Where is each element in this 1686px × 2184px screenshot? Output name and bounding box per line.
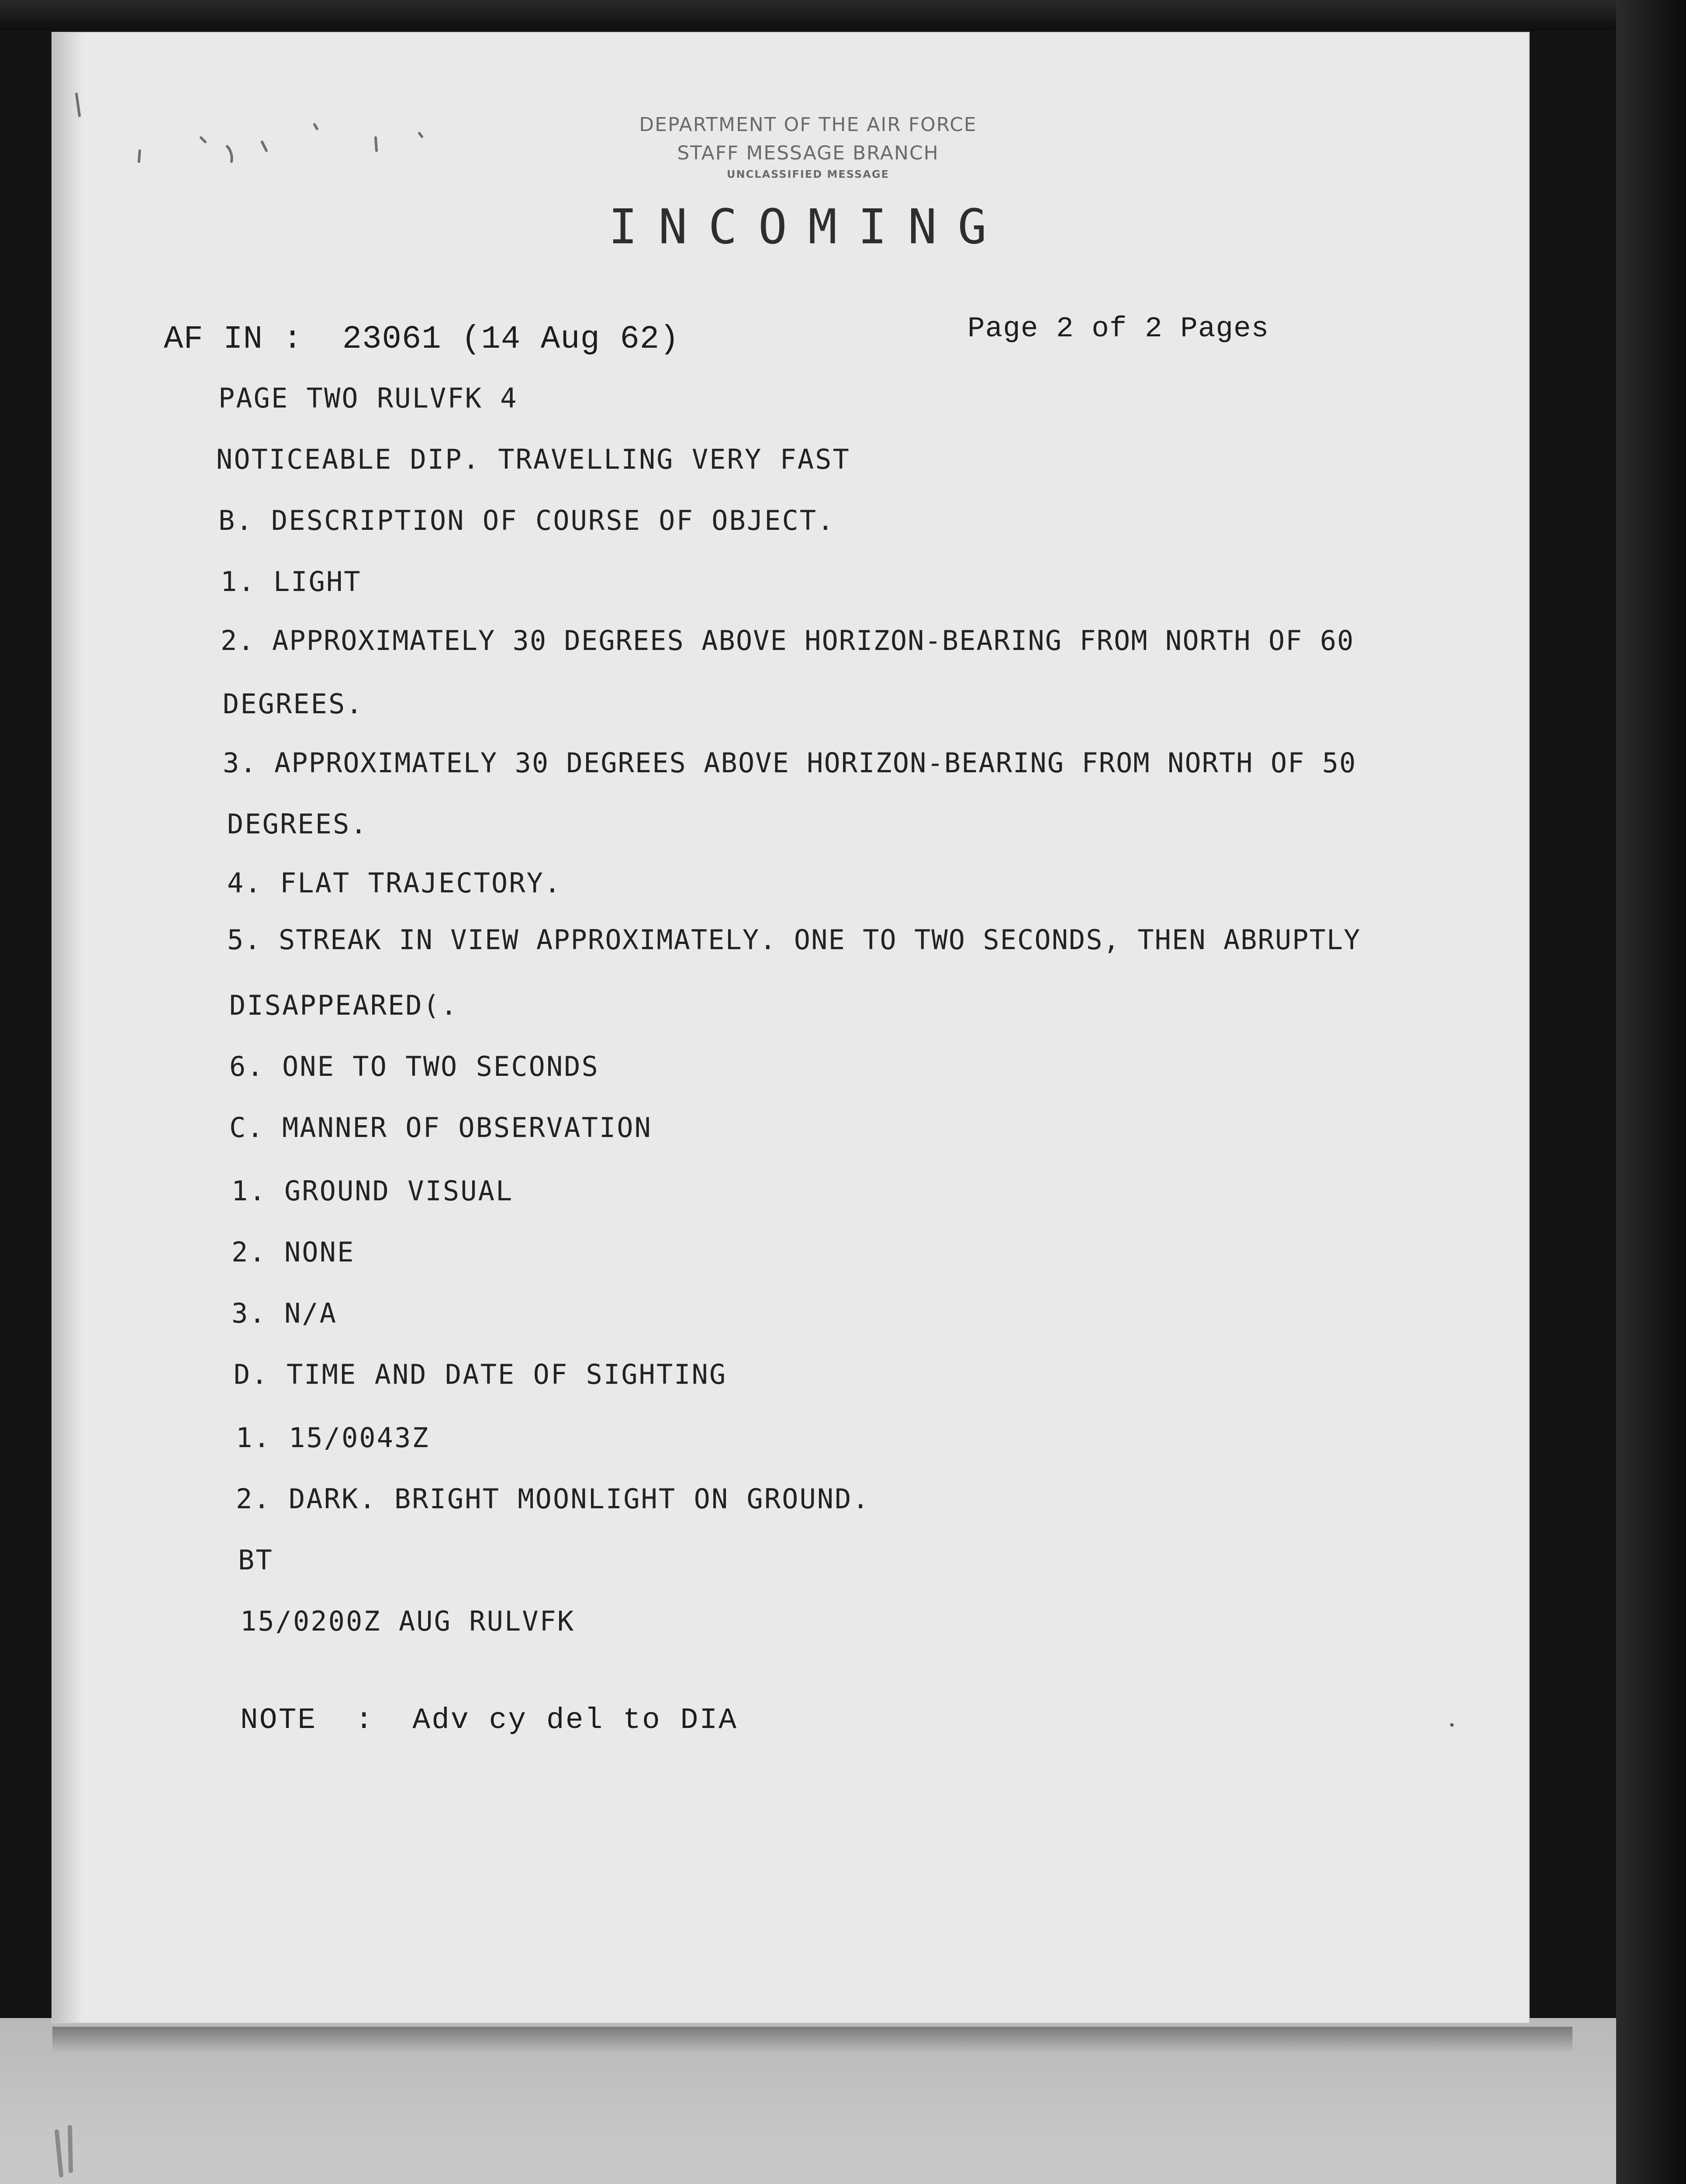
film-speck bbox=[1450, 1723, 1454, 1727]
routing-note: NOTE : Adv cy del to DIA bbox=[240, 1704, 738, 1737]
message-line: C. MANNER OF OBSERVATION bbox=[229, 1112, 652, 1144]
message-line: 5. STREAK IN VIEW APPROXIMATELY. ONE TO TWO SECONDS, THEN ABRUPTLY bbox=[227, 924, 1361, 956]
photo-frame-right-edge bbox=[1616, 0, 1686, 2184]
message-line: 1. GROUND VISUAL bbox=[231, 1175, 514, 1207]
branch-heading: STAFF MESSAGE BRANCH bbox=[677, 142, 939, 164]
photo-frame-top bbox=[0, 0, 1686, 31]
message-line: 15/0200Z AUG RULVFK bbox=[240, 1605, 575, 1637]
message-line: PAGE TWO RULVFK 4 bbox=[218, 382, 518, 414]
message-line: 1. 15/0043Z bbox=[236, 1422, 430, 1454]
message-line: NOTICEABLE DIP. TRAVELLING VERY FAST bbox=[216, 443, 850, 475]
af-in-number: AF IN : 23061 (14 Aug 62) bbox=[164, 321, 680, 358]
message-page bbox=[52, 33, 1529, 2022]
message-line: 2. APPROXIMATELY 30 DEGREES ABOVE HORIZON-BEARING FROM NORTH OF 60 bbox=[221, 625, 1354, 657]
message-line: 1. LIGHT bbox=[221, 566, 362, 598]
pencil-scribble-mark bbox=[44, 2123, 157, 2184]
message-line: 4. FLAT TRAJECTORY. bbox=[227, 867, 562, 899]
message-line: B. DESCRIPTION OF COURSE OF OBJECT. bbox=[218, 505, 835, 536]
stray-marks bbox=[70, 85, 446, 173]
department-heading: DEPARTMENT OF THE AIR FORCE bbox=[639, 114, 977, 136]
page-left-shade bbox=[52, 33, 83, 2022]
message-line: D. TIME AND DATE OF SIGHTING bbox=[234, 1358, 727, 1390]
message-line: BT bbox=[238, 1544, 273, 1576]
page-indicator: Page 2 of 2 Pages bbox=[967, 312, 1269, 345]
incoming-stamp: INCOMING bbox=[608, 199, 1008, 255]
classification-label: UNCLASSIFIED MESSAGE bbox=[727, 168, 889, 180]
message-line: DISAPPEARED(. bbox=[229, 989, 459, 1021]
message-line: 2. NONE bbox=[231, 1236, 355, 1268]
backing-shadow bbox=[52, 2027, 1572, 2053]
message-line: 6. ONE TO TWO SECONDS bbox=[229, 1051, 599, 1082]
message-line: 3. N/A bbox=[231, 1297, 337, 1329]
message-line: 3. APPROXIMATELY 30 DEGREES ABOVE HORIZON-BEARING FROM NORTH OF 50 bbox=[223, 747, 1357, 779]
message-line: DEGREES. bbox=[227, 808, 368, 840]
message-line: 2. DARK. BRIGHT MOONLIGHT ON GROUND. bbox=[236, 1483, 870, 1515]
message-line: DEGREES. bbox=[223, 688, 364, 720]
